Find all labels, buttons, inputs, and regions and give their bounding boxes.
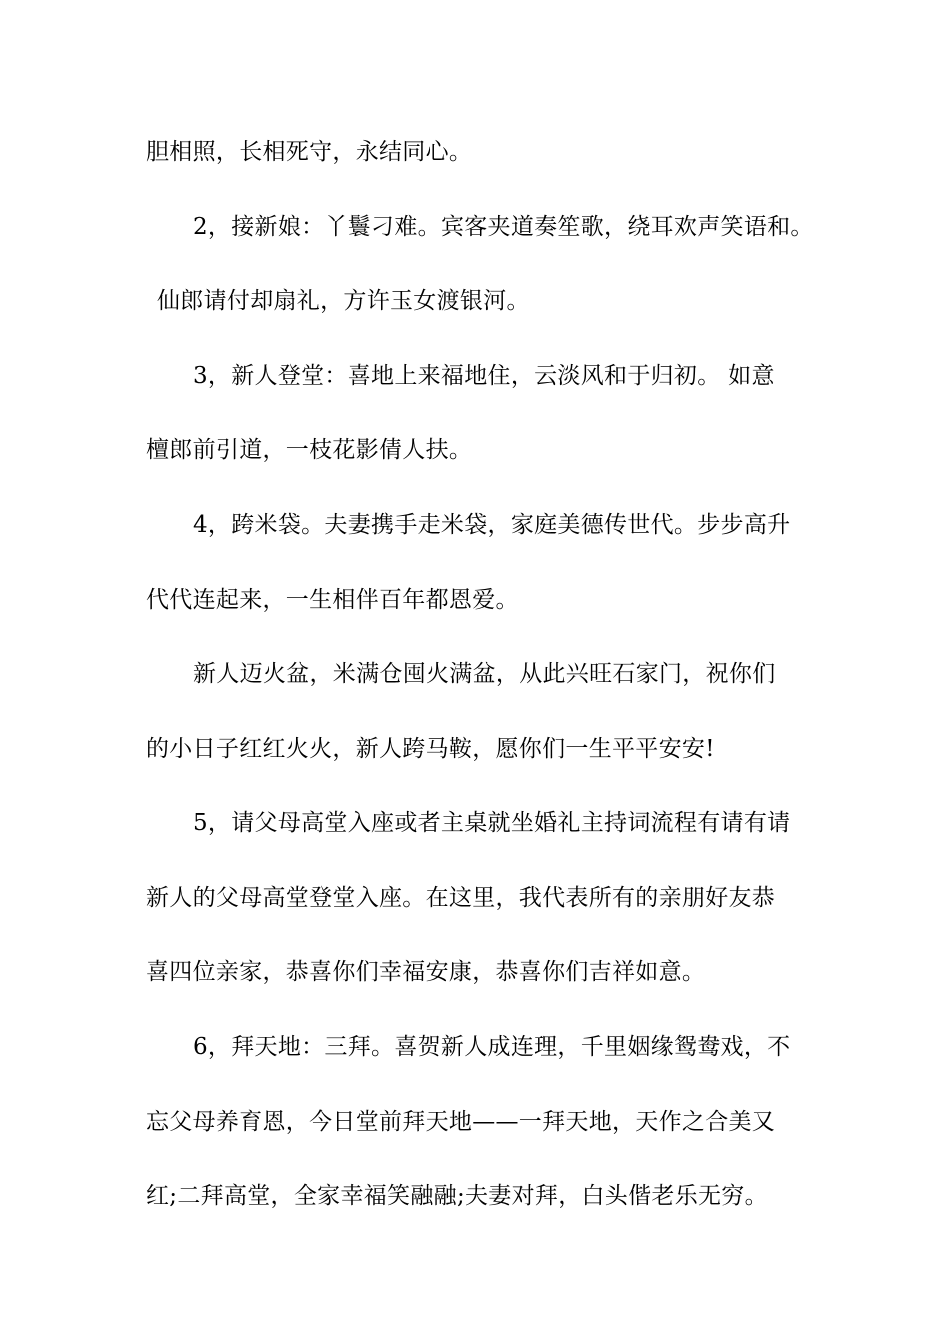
text-line: 新人迈火盆，米满仓囤火满盆，从此兴旺石家门，祝你们 (193, 661, 776, 687)
text-line: 的小日子红红火火，新人跨马鞍，愿你们一生平平安安! (146, 736, 715, 762)
text-line: 仙郎请付却扇礼，方许玉女渡银河。 (157, 288, 530, 314)
text-line: 4，跨米袋。夫妻携手走米袋，家庭美德传世代。步步高升 (193, 512, 791, 538)
text-line: 胆相照，长相死守，永结同心。 (146, 139, 473, 165)
text-line: 5，请父母高堂入座或者主桌就坐婚礼主持词流程有请有请 (193, 810, 791, 836)
text-line: 红;二拜高堂，全家幸福笑融融;夫妻对拜，白头偕老乐无穷。 (146, 1183, 768, 1209)
text-line: 喜四位亲家，恭喜你们幸福安康，恭喜你们吉祥如意。 (146, 959, 706, 985)
text-line: 2，接新娘：丫鬟刁难。宾客夹道奏笙歌，绕耳欢声笑语和。 (193, 214, 814, 240)
text-line: 3，新人登堂：喜地上来福地住，云淡风和于归初。 如意 (193, 363, 775, 389)
text-line: 6，拜天地：三拜。喜贺新人成连理，千里姻缘鸳鸯戏，不 (193, 1034, 791, 1060)
text-line: 忘父母养育恩，今日堂前拜天地——一拜天地，天作之合美又 (146, 1109, 776, 1135)
text-line: 代代连起来，一生相伴百年都恩爱。 (146, 587, 519, 613)
text-line: 檀郎前引道，一枝花影倩人扶。 (146, 437, 473, 463)
text-line: 新人的父母高堂登堂入座。在这里，我代表所有的亲朋好友恭 (146, 885, 776, 911)
